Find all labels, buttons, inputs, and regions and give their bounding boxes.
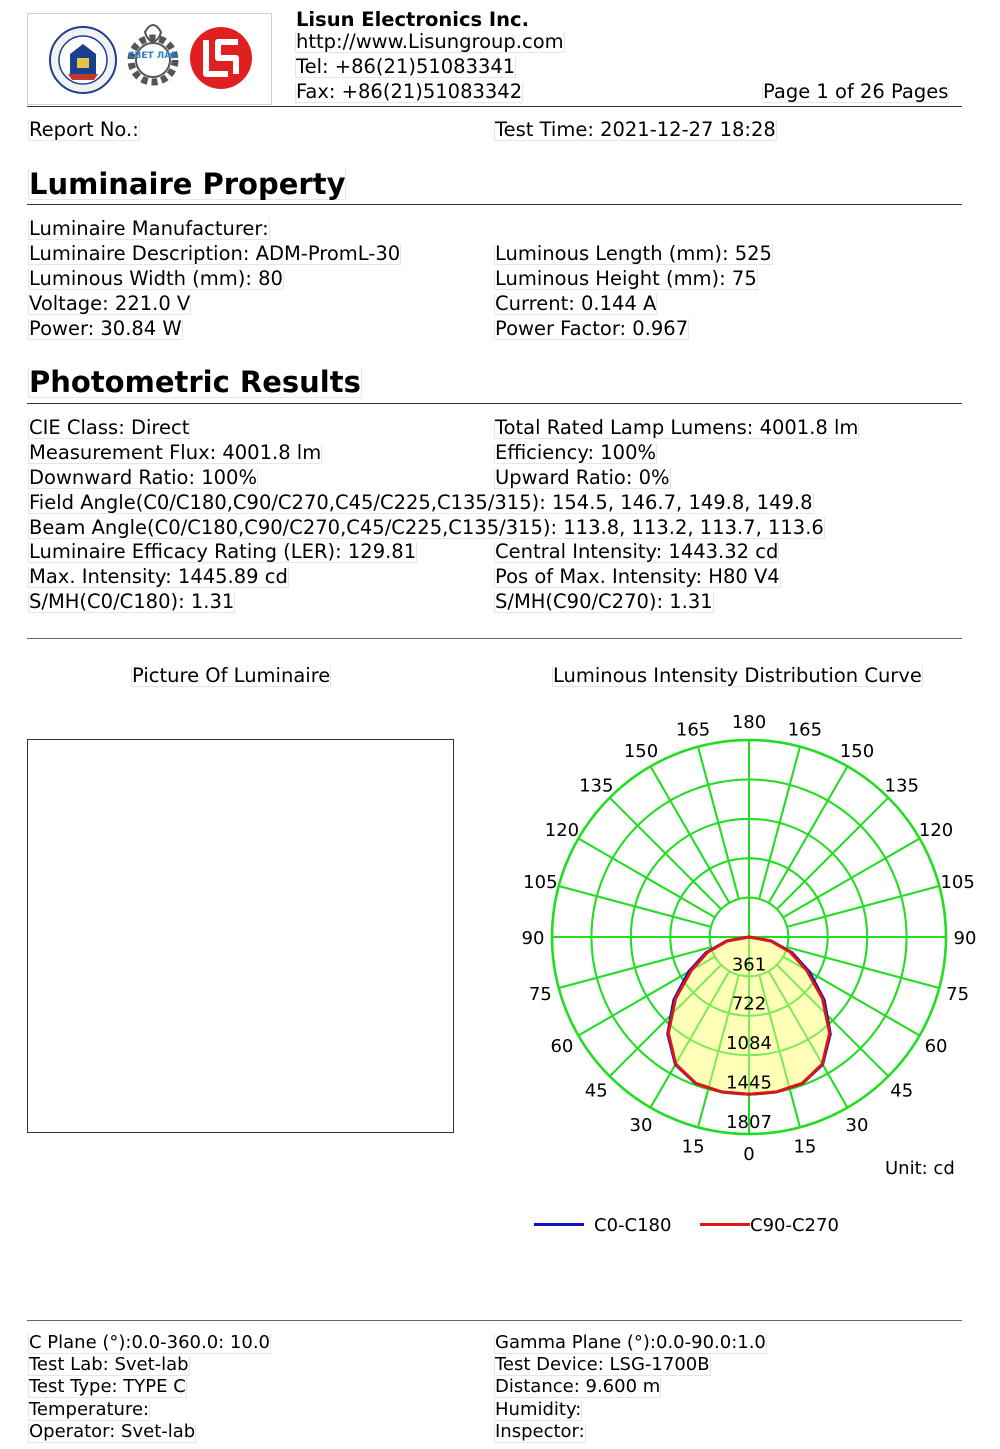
company-tel: Tel: +86(21)51083341: [296, 55, 516, 78]
luminaire-efficacy-rating: Luminaire Efficacy Rating (LER): 129.81: [29, 540, 417, 563]
voltage: Voltage: 221.0 V: [29, 292, 191, 315]
angle-label-left-45: 45: [584, 1080, 608, 1102]
logo-frame: [27, 13, 272, 105]
radial-tick-label-1084: 1084: [726, 1033, 772, 1055]
header-divider: [27, 106, 962, 107]
university-seal-logo: [50, 27, 116, 93]
chart-unit: Unit: cd: [885, 1158, 955, 1179]
power-factor: Power Factor: 0.967: [495, 317, 689, 340]
company-website: http://www.Lisungroup.com: [296, 30, 564, 53]
luminaire-manufacturer: Luminaire Manufacturer:: [29, 217, 269, 240]
smh-c90-c270: S/MH(C90/C270): 1.31: [495, 590, 713, 613]
legend-label-c0-c180: C0-C180: [594, 1215, 672, 1236]
grid-spoke-120-overlay: [783, 839, 920, 918]
angle-label-right-135: 135: [884, 775, 919, 797]
grid-spoke-105-overlay: [787, 886, 939, 927]
radial-tick-label-1445: 1445: [726, 1072, 772, 1094]
angle-label-left-165: 165: [675, 719, 711, 741]
c-plane: C Plane (°):0.0-360.0: 10.0: [29, 1332, 271, 1353]
radial-tick-label-361: 361: [731, 954, 767, 976]
cie-class: CIE Class: Direct: [29, 416, 190, 439]
grid-spoke-135-overlay: [777, 798, 888, 909]
angle-label-right-60: 60: [924, 1036, 948, 1057]
max-intensity: Max. Intensity: 1445.89 cd: [29, 565, 288, 588]
company-name: Lisun Electronics Inc.: [296, 8, 530, 31]
inspector: Inspector:: [495, 1421, 585, 1442]
svet-lab-logo: [128, 25, 178, 82]
angle-label-left-180: 180: [731, 712, 767, 733]
gamma-plane: Gamma Plane (°):0.0-90.0:1.0: [495, 1332, 766, 1353]
luminous-length: Luminous Length (mm): 525: [495, 242, 772, 265]
picture-title: Picture Of Luminaire: [132, 664, 331, 687]
field-angle: Field Angle(C0/C180,C90/C270,C45/C225,C135/315): 154.5, 146.7, 149.8, 149.8: [29, 491, 813, 514]
page-number: Page 1 of 26 Pages: [763, 80, 949, 103]
test-lab: Test Lab: Svet-lab: [29, 1354, 189, 1375]
angle-label-right-90: 90: [953, 928, 977, 949]
results-divider: [27, 638, 962, 639]
angle-label-left-15: 15: [681, 1136, 705, 1158]
grid-spoke-195-overlay: [698, 747, 739, 899]
polar-intensity-chart: [500, 712, 990, 1162]
grid-spoke-165-overlay: [759, 747, 800, 899]
radial-tick-label-722: 722: [731, 993, 767, 1015]
efficiency: Efficiency: 100%: [495, 441, 657, 464]
angle-label-right-15: 15: [793, 1136, 817, 1158]
luminaire-picture-frame: [27, 739, 454, 1133]
grid-spoke-240-overlay: [578, 839, 715, 918]
current: Current: 0.144 A: [495, 292, 657, 315]
legend-line-c0-c180: [534, 1223, 584, 1226]
angle-label-right-105: 105: [940, 872, 975, 894]
humidity: Humidity:: [495, 1399, 582, 1420]
angle-label-left-120: 120: [544, 820, 580, 841]
legend-label-c90-c270: C90-C270: [750, 1215, 839, 1236]
section-divider-photometric: [27, 403, 962, 404]
angle-label-right-45: 45: [890, 1080, 914, 1102]
angle-label-right-120: 120: [918, 820, 954, 841]
grid-spoke-210-overlay: [651, 766, 730, 903]
radial-tick-label-1807: 1807: [726, 1112, 772, 1133]
angle-label-right-165: 165: [787, 719, 823, 741]
angle-label-left-90: 90: [521, 928, 545, 949]
grid-spoke-150-overlay: [769, 766, 848, 903]
distance: Distance: 9.600 m: [495, 1376, 661, 1397]
central-intensity: Central Intensity: 1443.32 cd: [495, 540, 779, 563]
lisun-logo: [190, 27, 252, 89]
luminous-width: Luminous Width (mm): 80: [29, 267, 283, 290]
angle-label-left-75: 75: [528, 983, 552, 1005]
power: Power: 30.84 W: [29, 317, 182, 340]
section-title-luminaire-property: Luminaire Property: [29, 167, 346, 201]
svet-lab-logo-text: СВЕТ ЛАБ: [127, 51, 179, 61]
footer-divider: [27, 1320, 962, 1321]
angle-label-left-150: 150: [623, 740, 659, 762]
angle-label-left-135: 135: [579, 775, 614, 797]
angle-label-left-0: 0: [743, 1144, 755, 1162]
test-time: Test Time: 2021-12-27 18:28: [495, 118, 776, 141]
smh-c0-c180: S/MH(C0/C180): 1.31: [29, 590, 235, 613]
angle-label-right-30: 30: [845, 1115, 869, 1137]
grid-spoke-255-overlay: [559, 886, 711, 927]
operator: Operator: Svet-lab: [29, 1421, 196, 1442]
legend-line-c90-c270: [700, 1223, 750, 1226]
measurement-flux: Measurement Flux: 4001.8 lm: [29, 441, 322, 464]
angle-label-left-30: 30: [629, 1115, 653, 1137]
total-rated-lamp-lumens: Total Rated Lamp Lumens: 4001.8 lm: [495, 416, 859, 439]
test-device: Test Device: LSG-1700B: [495, 1354, 710, 1375]
angle-label-right-75: 75: [946, 983, 970, 1005]
angle-label-right-150: 150: [839, 740, 875, 762]
luminous-height: Luminous Height (mm): 75: [495, 267, 757, 290]
pos-of-max-intensity: Pos of Max. Intensity: H80 V4: [495, 565, 780, 588]
company-fax: Fax: +86(21)51083342: [296, 80, 523, 103]
grid-spoke-225-overlay: [610, 798, 721, 909]
angle-label-left-105: 105: [523, 872, 558, 894]
upward-ratio: Upward Ratio: 0%: [495, 466, 670, 489]
curve-title: Luminous Intensity Distribution Curve: [553, 664, 922, 687]
beam-angle: Beam Angle(C0/C180,C90/C270,C45/C225,C135/315): 113.8, 113.2, 113.7, 113.6: [29, 516, 824, 539]
downward-ratio: Downward Ratio: 100%: [29, 466, 257, 489]
section-divider-luminaire: [27, 204, 962, 205]
report-number: Report No.:: [29, 118, 139, 141]
temperature: Temperature:: [29, 1399, 150, 1420]
section-title-photometric-results: Photometric Results: [29, 365, 361, 399]
angle-label-left-60: 60: [550, 1036, 574, 1057]
test-type: Test Type: TYPE C: [29, 1376, 186, 1397]
luminaire-description: Luminaire Description: ADM-PromL-30: [29, 242, 401, 265]
